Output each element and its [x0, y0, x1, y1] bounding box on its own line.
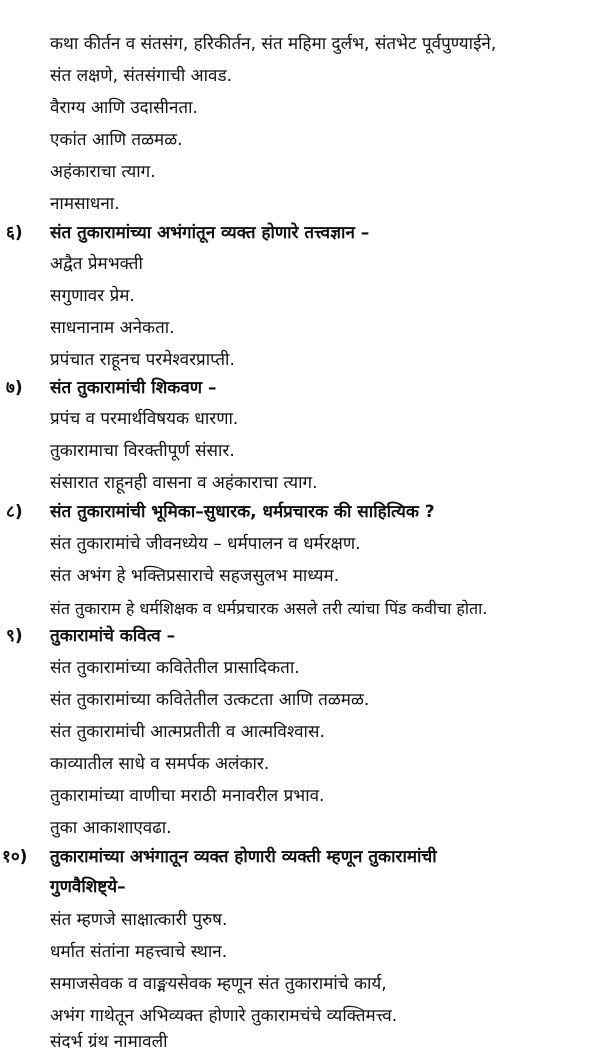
section-heading [0, 219, 600, 248]
section-number: ९) [6, 626, 23, 646]
list-item: तुकारामांच्या वाणीचा मराठी मनावरील प्रभाव. [50, 786, 325, 806]
section-title: संत तुकारामांची शिकवण – [50, 378, 217, 398]
list-item: संत तुकारामांची आत्मप्रतीती व आत्मविश्वास. [50, 722, 325, 742]
list-item: एकांत आणि तळमळ. [50, 130, 183, 150]
list-item: संदर्भ ग्रंथ नामावली [50, 1032, 168, 1052]
section-number: १०) [2, 847, 28, 867]
section-title: तुकारामांचे कवित्व – [50, 626, 176, 646]
section-title: संत तुकारामांची भूमिका–सुधारक, धर्मप्रचारक की साहित्यिक ? [50, 502, 435, 522]
list-item: संसारात राहूनही वासना व अहंकाराचा त्याग. [50, 473, 318, 493]
section-title: तुकारामांच्या अभंगातून व्यक्त होणारी व्यक्ती म्हणून तुकारामांची [50, 847, 437, 867]
list-item: प्रपंच व परमार्थविषयक धारणा. [50, 409, 239, 429]
list-item: नामसाधना. [50, 194, 120, 214]
list-item: संत म्हणजे साक्षात्कारी पुरुष. [50, 910, 228, 930]
list-item: अहंकाराचा त्याग. [50, 162, 156, 182]
list-item: कथा कीर्तन व संतसंग, हरिकीर्तन, संत महिमा दुर्लभ, संतभेट पूर्वपुण्याईने, [50, 34, 497, 54]
section-heading [0, 498, 600, 527]
list-item: तुकारामाचा विरक्तीपूर्ण संसार. [50, 441, 235, 461]
list-item: संत तुकारामांचे जीवनध्येय – धर्मपालन व धर्मरक्षण. [50, 534, 361, 554]
list-item: काव्यातील साधे व समर्पक अलंकार. [50, 754, 270, 774]
list-item: समाजसेवक व वाङ्मयसेवक म्हणून संत तुकारामांचे कार्य, [50, 974, 387, 994]
list-item: वैराग्य आणि उदासीनता. [50, 98, 198, 118]
section-title-continued: गुणवैशिष्ट्ये– [50, 877, 126, 897]
list-item: अभंग गाथेतून अभिव्यक्त होणारे तुकारामचंचे व्यक्तिमत्त्व. [50, 1006, 398, 1026]
list-item: साधनानाम अनेकता. [50, 318, 175, 338]
section-title: संत तुकारामांच्या अभंगांतून व्यक्त होणारे तत्त्वज्ञान – [50, 223, 370, 243]
list-item: संत लक्षणे, संतसंगाची आवड. [50, 66, 232, 86]
section-number: ६) [6, 223, 23, 243]
list-item: सगुणावर प्रेम. [50, 286, 135, 306]
list-item: संत अभंग हे भक्तिप्रसाराचे सहजसुलभ माध्यम. [50, 566, 340, 586]
section-heading [0, 374, 600, 403]
list-item: संत तुकारामांच्या कवितेतील प्रासादिकता. [50, 658, 300, 678]
list-item: संत तुकारामांच्या कवितेतील उत्कटता आणि तळमळ. [50, 690, 370, 710]
section-heading [0, 843, 600, 872]
list-item: प्रपंचात राहूनच परमेश्वरप्राप्ती. [50, 350, 235, 370]
list-item: तुका आकाशाएवढा. [50, 818, 172, 838]
list-item: अद्वैत प्रेमभक्ती [50, 254, 143, 274]
list-item: संत तुकाराम हे धर्मशिक्षक व धर्मप्रचारक असले तरी त्यांचा पिंड कवीचा होता. [50, 599, 488, 618]
section-number: ८) [6, 502, 23, 522]
section-heading [0, 622, 600, 651]
list-item: धर्मात संतांना महत्त्वाचे स्थान. [50, 942, 228, 962]
section-number: ७) [6, 378, 23, 398]
